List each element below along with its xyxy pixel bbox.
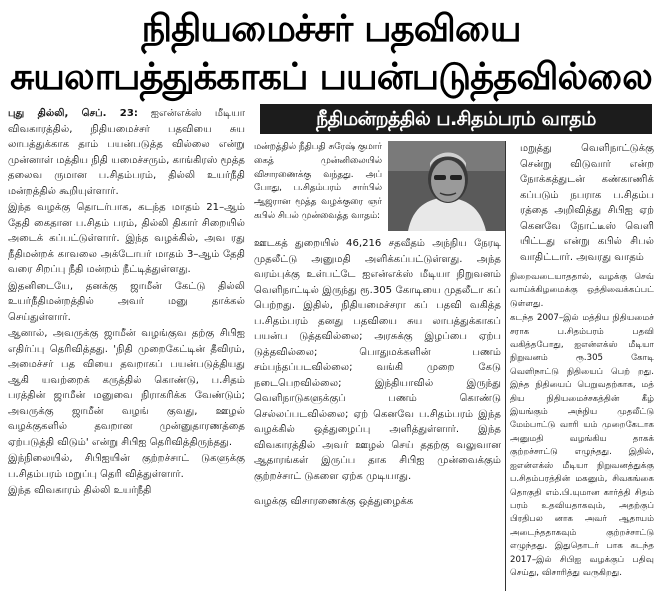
paragraph: இதனிடையே, தனக்கு ஜாமீன் கேட்டு தில்லி உயர்நீதிமன்றத்தில் அவர் மனு தாக்கல் செய்துள்ளார். <box>8 280 245 323</box>
paragraph: மன்றத்தில் நீதிபதி சுரேஷ் குமார் கைத் முன்னிலையில் விசாரணைக்கு வந்தது. அப் போது, ப.சிதம்பரம் சார்பில் ஆஜரான மூத்த வழக்குரை ஞர் கபில் சிபல் முன்வைத்த வாதம்: <box>254 142 382 221</box>
paragraph: இந்நிலையில், சிபிஐயின் குற்றச்சாட் டுகளுக்கு ப.சிதம்பரம் மறுப்பு தெரி வித்துள்ளார். <box>8 453 245 480</box>
article-column-1 <box>8 106 245 594</box>
paragraph <box>8 106 245 199</box>
subheadline: நீதிமன்றத்தில் ப.சிதம்பரம் வாதம் <box>260 104 652 134</box>
paragraph: இந்த வழக்கு தொடர்பாக, கடந்த மாதம் 21–ஆம் தேதி கைதான ப.சிதம் பரம், தில்லி திகார் சிறையில் அடைக் கப்பட்டுள்ளார். இந்த வழக்கில், அவ ரது நீதிமன்றக் காவலை அக்டோபர் மாதம் 3–ஆம் தேதி வரை சிறப்பு நீதி மன்றம் நீட்டித்துள்ளது. <box>8 202 245 275</box>
dateline: புது தில்லி, செப். 23: <box>8 108 138 119</box>
chidambaram-photo <box>388 141 505 231</box>
article-column-3-top <box>520 141 654 271</box>
paragraph: இந்த விவகாரம் தில்லி உயர்நீதி <box>8 485 152 496</box>
paragraph: ஊடகத் துறையில் 46,216 சதவீதம் அந்நிய நேரடி முதலீட்டு அனுமதி அளிக்கப்பட்டுள்ளது. அந்த வரம்புக்கு உள்பட்டே ஐஎன்எக்ஸ் மீடியா நிறுவனம் வெளிநாட்டில் இருந்து ரூ.305 கோடியை முதலீடா கப் பெற்றது. இதில், நிதியமைச்சரா கப் பதவி வகித்த ப.சிதம்பரம் தனது பதவியை சுய லாபத்துக்காகப் பயன்ப டுத்தவில்லை; அரசுக்கு இழப்பை ஏற்ப டுத்தவில்லை; பொதுமக்களின் பணம் சம்பந்தப்படவில்லை; வங்கி முறை கேடு நடைபெறவில்லை; இந்தியாவில் இருந்து வெளிநாடுகளுக்குப் பணம் கொண்டு செல்லப்படவில்லை; ஏற் கெனவே ப.சிதம்பரம் இந்த வழக்கில் ஒத்துழைப்பு அளித்துள்ளார். இந்த விவகாரத்தில் அவர் ஊழல் செய் ததற்கு வலுவான ஆதாரங்கள் இருப்ப தாக சிபிஐ முன்வைக்கும் குற்றச்சாட் டுகளை ஏற்க முடியாது. <box>254 238 501 482</box>
headline-line2: சுயலாபத்துக்காகப் பயன்படுத்தவில்லை <box>10 55 652 98</box>
column-divider <box>505 141 506 591</box>
article-column-3 <box>510 271 654 591</box>
headline-line1: நிதியமைச்சர் பதவியை <box>141 7 521 50</box>
article-column-2-top <box>254 141 382 236</box>
paragraph: நிறைவடையாததால், வழக்கு செவ் வாய்க்கிழமைக்கு ஒத்திவைக்கப்பட் டுள்ளது. <box>510 272 654 309</box>
paragraph: ஆனால், அவருக்கு ஜாமீன் வழங்குவ தற்கு சிபிஐ எதிர்ப்பு தெரிவித்தது. 'நிதி முறைகேட்டின் தீவிரம், அமைச்சர் பத வியை தவறாகப் பயன்படுத்தியது ஆகி யவற்றைக் கருத்தில் கொண்டு, ப.சிதம் பரத்தின் ஜாமீன் மனுவை நிராகரிக்க வேண்டும்; அவருக்கு ஜாமீன் வழங் குவது, ஊழல் வழக்குகளில் தவறான முன்னுதாரணத்தை ஏற்படுத்தி விடும்' என்று சிபிஐ தெரிவித்திருந்தது. <box>8 328 245 448</box>
portrait-image <box>388 141 505 231</box>
paragraph: வழக்கு விசாரணைக்கு ஒத்துழைக்க <box>254 496 414 507</box>
paragraph: மறுத்து வெளிநாட்டுக்கு சென்று விடுவார் என்ற நோக்கத்துடன் கண்காணிக் கப்படும் நபராக ப.சிதம்ப ரத்தை அறிவித்து சிபிஐ ஏற் கெனவே நோட்டீஸ் வெளி யிட்டது என்று கபில் சிபல் வாதிட்டார். அவரது வாதம் <box>520 143 654 263</box>
paragraph: கடந்த 2007–இல் மத்திய நிதியமைச் சராக ப.சிதம்பரம் பதவி வகித்தபோது, ஐஎன்எக்ஸ் மீடியா நிறுவனம் ரூ.305 கோடி வெளிநாட்டு நிதியைப் பெற் றது. இந்த நிதியைப் பெறுவதற்காக, மத் திய நிதியமைச்சகத்தின் கீழ் இயங்கும் அந்நிய முதலீட்டு மேம்பாட்டு வாரி யம் முறைகேடாக அனுமதி வழங்கிய தாகக் குற்றச்சாட்டு எழுந்தது. இதில், ஐஎன்எக்ஸ் மீடியா நிறுவனத்துக்கு ப.சிதம்பரத்தின் மகனும், சிவகங்கை தொகுதி எம்.பி.யுமான கார்த்தி சிதம் பரம் உதவியதாகவும், அதற்குப் பிரதிபல னாக அவர் ஆதாயம் அடைந்ததாகவும் குற்றச்சாட்டு எழுந்தது. இதுதொடர் பாக கடந்த 2017–இல் சிபிஐ வழக்குப் பதிவு செய்து, விசாரித்து வருகிறது. <box>510 313 654 578</box>
paragraph-text: ஐஎன்எக்ஸ் மீடியா விவகாரத்தில், நிதியமைச்சர் பதவியை சுய லாபத்துக்காக தாம் பயன்படுத்த வில்லை என்று முன்னாள் மத்திய நிதி யமைச்சரும், காங்கிரஸ் மூத்த தலைவ ருமான ப.சிதம்பரம், தில்லி உயர்நீதி மன்றத்தில் கூறியுள்ளார். <box>8 108 245 197</box>
article-column-2 <box>254 236 501 591</box>
